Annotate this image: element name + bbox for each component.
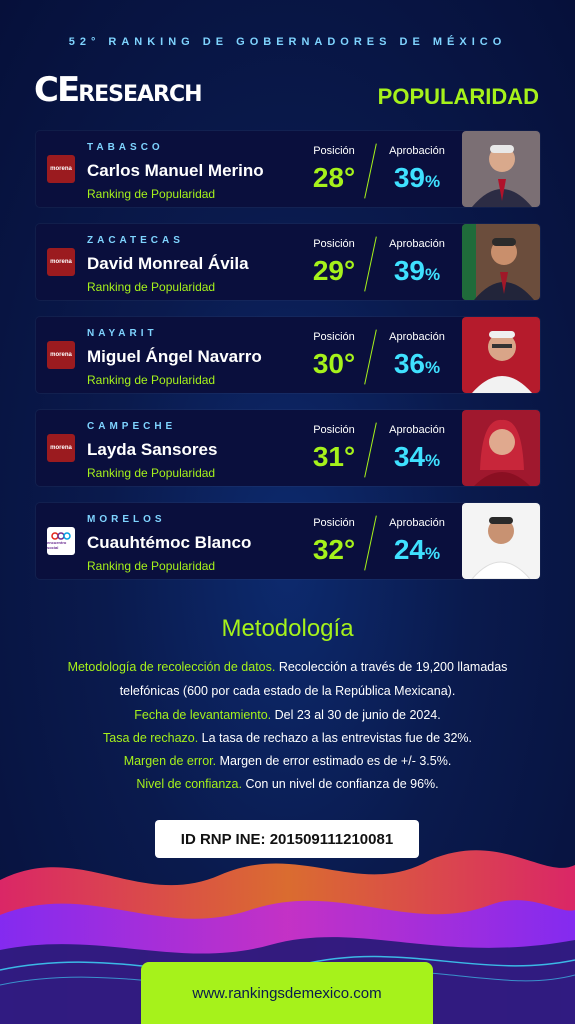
approval-unit: %: [425, 358, 441, 377]
approval-number: 24: [393, 534, 426, 565]
report-title: 52° RANKING DE GOBERNADORES DE MÉXICO: [68, 36, 507, 48]
governor-card: [36, 131, 540, 207]
methodology-title: Metodología: [221, 615, 354, 642]
divider: [364, 144, 377, 199]
approval-label: Aprobación: [389, 145, 445, 157]
approval-value: [381, 534, 453, 566]
state-label: ZACATECAS: [87, 235, 184, 246]
governor-name: Carlos Manuel Merino: [87, 161, 264, 180]
divider: [364, 237, 377, 292]
methodology-highlight: Fecha de levantamiento.: [134, 708, 272, 722]
party-logo-text: morena: [50, 352, 72, 358]
party-logo-text: morena: [50, 259, 72, 265]
approval-unit: %: [425, 172, 441, 191]
governor-card: [36, 317, 540, 393]
approval-number: 34: [393, 441, 426, 472]
rnp-ine-id: ID RNP INE: 201509111210081: [180, 830, 394, 848]
position-label: Posición: [313, 331, 355, 343]
methodology-text: Con un nivel de confianza de 96%.: [241, 777, 439, 791]
divider: [364, 330, 377, 385]
methodology-line: [40, 684, 535, 698]
methodology-line: [40, 777, 535, 791]
party-logo-text: morena: [50, 445, 72, 451]
state-label: NAYARIT: [87, 328, 158, 339]
divider: [364, 423, 377, 478]
ranking-label: Ranking de Popularidad: [87, 280, 216, 294]
morena-logo: [47, 341, 75, 369]
approval-unit: %: [425, 451, 441, 470]
morena-logo: [47, 248, 75, 276]
approval-unit: %: [425, 265, 441, 284]
governor-name: Miguel Ángel Navarro: [87, 347, 262, 366]
ranking-label: Ranking de Popularidad: [87, 559, 216, 573]
state-label: TABASCO: [87, 142, 164, 153]
methodology-line: [40, 708, 535, 722]
position-value: 28°: [312, 162, 356, 193]
position-value: 31°: [312, 441, 356, 472]
position-label: Posición: [313, 424, 355, 436]
logo-research-text: RESEARCH: [78, 82, 202, 107]
approval-number: 39: [393, 162, 426, 193]
encuentro-social-logo: [47, 527, 75, 555]
approval-label: Aprobación: [389, 517, 445, 529]
methodology-highlight: Metodología de recolección de datos.: [67, 660, 276, 674]
ce-research-logo: [34, 70, 202, 110]
position-label: Posición: [313, 238, 355, 250]
approval-label: Aprobación: [389, 424, 445, 436]
morena-logo: [47, 155, 75, 183]
position-label: Posición: [313, 517, 355, 529]
state-label: CAMPECHE: [87, 421, 177, 432]
approval-number: 36: [393, 348, 426, 379]
ranking-label: Ranking de Popularidad: [87, 466, 216, 480]
website-url[interactable]: www.rankingsdemexico.com: [192, 984, 382, 1002]
approval-value: [381, 255, 453, 287]
approval-unit: %: [425, 544, 441, 563]
methodology-text: Margen de error estimado es de +/- 3.5%.: [216, 754, 452, 768]
governor-name: David Monreal Ávila: [87, 254, 249, 273]
website-url-box[interactable]: [141, 962, 433, 1024]
governor-photo: [462, 224, 540, 300]
governor-photo: [462, 410, 540, 486]
position-label: Posición: [313, 145, 355, 157]
section-title: POPULARIDAD: [377, 84, 539, 109]
approval-value: [381, 162, 453, 194]
governor-card: [36, 503, 540, 579]
governor-card: [36, 410, 540, 486]
methodology-highlight: Nivel de confianza.: [136, 777, 242, 791]
es-circles-icon: [51, 532, 71, 540]
logo-ce-text: CE: [34, 70, 79, 110]
governor-photo: [462, 503, 540, 579]
state-label: MORELOS: [87, 514, 166, 525]
party-logo-text: morena: [50, 166, 72, 172]
governor-name: Cuauhtémoc Blanco: [87, 533, 252, 552]
methodology-text: La tasa de rechazo a las entrevistas fue de 32%.: [198, 731, 472, 745]
methodology-highlight: Tasa de rechazo.: [103, 731, 199, 745]
methodology-text: Del 23 al 30 de junio de 2024.: [271, 708, 441, 722]
divider: [364, 516, 377, 571]
methodology-text: Recolección a través de 19,200 llamadas: [275, 660, 508, 674]
methodology-text: telefónicas (600 por cada estado de la República Mexicana).: [119, 684, 456, 698]
approval-value: [381, 348, 453, 380]
methodology-line: [40, 660, 535, 674]
ranking-label: Ranking de Popularidad: [87, 373, 216, 387]
position-value: 30°: [312, 348, 356, 379]
approval-value: [381, 441, 453, 473]
approval-label: Aprobación: [389, 331, 445, 343]
position-value: 32°: [312, 534, 356, 565]
party-logo-text: encuentro social: [47, 540, 67, 550]
methodology-line: [40, 754, 535, 768]
rnp-ine-id-box: [155, 820, 419, 858]
governor-card: [36, 224, 540, 300]
governor-photo: [462, 317, 540, 393]
methodology-highlight: Margen de error.: [123, 754, 217, 768]
approval-number: 39: [393, 255, 426, 286]
methodology-line: [40, 731, 535, 745]
morena-logo: [47, 434, 75, 462]
position-value: 29°: [312, 255, 356, 286]
governor-photo: [462, 131, 540, 207]
ranking-label: Ranking de Popularidad: [87, 187, 216, 201]
governor-name: Layda Sansores: [87, 440, 218, 459]
approval-label: Aprobación: [389, 238, 445, 250]
